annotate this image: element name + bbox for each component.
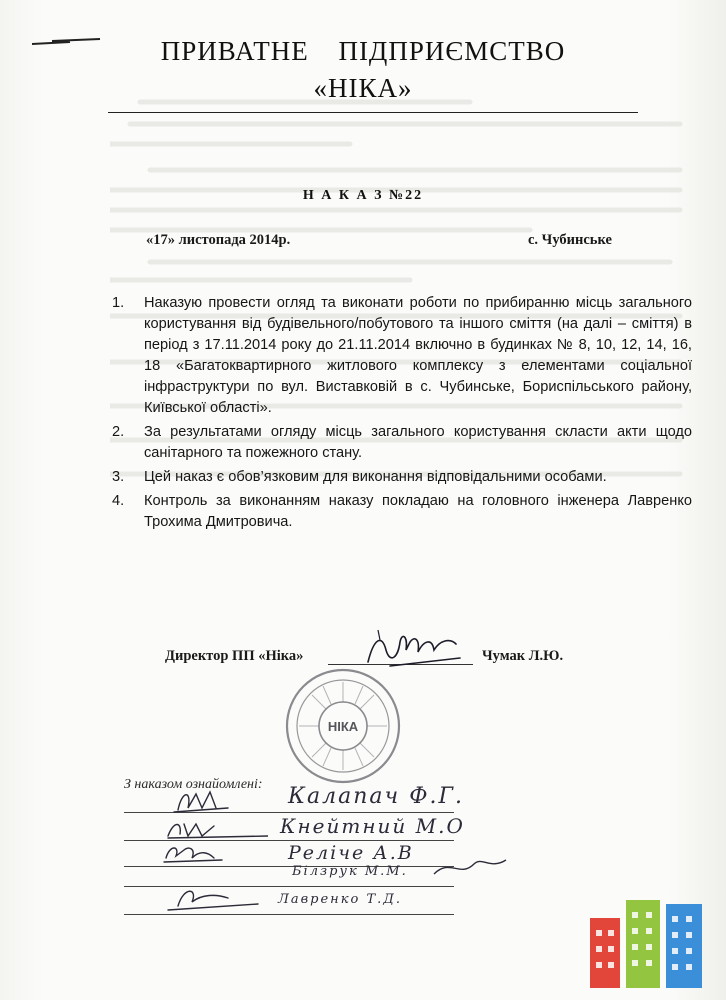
- handwritten-name: Калапач Ф.Г.: [288, 784, 465, 809]
- company-seal-icon: [283, 666, 403, 786]
- handwritten-name: Білзрук М.М.: [292, 864, 408, 879]
- order-title: Н А К А З №22: [302, 188, 424, 203]
- acknowledgement-label: З наказом ознайомлені:: [124, 777, 263, 792]
- item-number: 1.: [112, 295, 125, 311]
- order-date: «17» листопада 2014р.: [146, 232, 291, 248]
- item-text: Наказую провести огляд та виконати роботи по прибиранню місць загального користування від будівельного/побутового та іншого сміття (на далі – сміття) в період з 17.11.2014 року до 21.11.2014 включно в будинках № 8, 10, 12, 14, 16, 18 «Багатоквартирного житлового комплексу з елементами соціальної інфраструктури по вул. Виставковій в с. Чубинське, Бориспільського району, Київської області».: [144, 295, 692, 416]
- item-text: Цей наказ є обов’язковим для виконання відповідальними особами.: [144, 469, 607, 485]
- list-item: [112, 293, 692, 419]
- signature-flourish-icon: [430, 852, 510, 882]
- item-number: 2.: [112, 424, 125, 440]
- handwritten-name: Лавренко Т.Д.: [278, 892, 402, 907]
- organization-title: «НІКА»: [313, 73, 413, 103]
- item-number: 3.: [112, 469, 125, 485]
- organization-name: ПРИВАТНЕ ПІДПРИЄМСТВО: [160, 36, 566, 66]
- item-number: 4.: [112, 493, 125, 509]
- initials-signatures-icon: [118, 786, 268, 926]
- item-text: За результатами огляду місць загального користування скласти акти щодо санітарного та пожежного стану.: [144, 424, 692, 461]
- list-item: [112, 491, 692, 533]
- item-text: Контроль за виконанням наказу покладаю на головного інженера Лавренко Трохима Дмитровича.: [144, 493, 692, 530]
- order-place: с. Чубинське: [528, 232, 612, 248]
- seal-text: НІКА: [327, 719, 359, 734]
- director-label: Директор ПП «Ніка»: [165, 648, 304, 664]
- handwritten-name: Кнейтний М.О: [280, 814, 465, 838]
- director-name: Чумак Л.Ю.: [482, 648, 564, 664]
- list-item: [112, 467, 692, 488]
- handwritten-name: Реліче А.В: [288, 842, 414, 864]
- order-items-list: [112, 293, 692, 536]
- list-item: [112, 422, 692, 464]
- director-signature-icon: [360, 628, 470, 670]
- building-blocks-logo-icon: [590, 896, 704, 990]
